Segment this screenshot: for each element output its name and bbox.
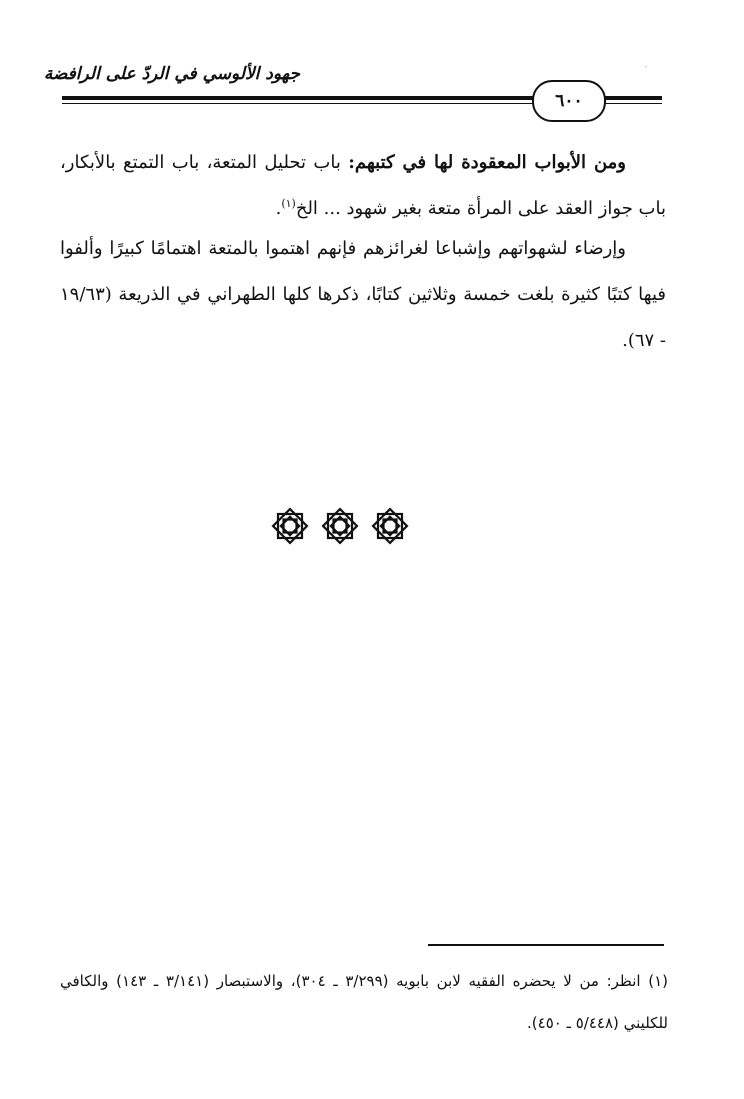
- paragraph-end: .: [275, 198, 282, 219]
- footnote: (١) انظر: من لا يحضره الفقيه لابن بابويه (٣/٢٩٩ ـ ٣٠٤)، والاستبصار (٣/١٤١ ـ ١٤٣) والكافي للكليني (٥/٤٤٨ ـ ٤٥٠).: [60, 972, 668, 1032]
- section-ornament: [268, 504, 412, 550]
- page-number-badge: [532, 80, 606, 122]
- page-number: ٦٠٠: [555, 91, 583, 111]
- footnotes: [60, 960, 668, 1044]
- octagram-ornament-icon: [318, 504, 362, 548]
- octagram-ornament-icon: [268, 504, 312, 548]
- paragraph: وإرضاء لشهواتهم وإشباعا لغرائزهم فإنهم اهتموا بالمتعة اهتمامًا كبيرًا وألفوا فيها كتبًا كثيرة بلغت خمسة وثلاثين كتابًا، ذكرها كلها الطهراني في الذريعة (١٩/٦٣ - ٦٧).: [60, 238, 666, 351]
- octagram-ornament-icon: [368, 504, 412, 548]
- paragraph-text: باب تحليل المتعة، باب التمتع بالأبكار، باب جواز العقد على المرأة متعة بغير شهود ... الخ: [60, 152, 666, 219]
- footnote-separator: [428, 944, 664, 946]
- running-header-title: جهود الألوسي في الردّ على الرافضة: [43, 64, 300, 84]
- scan-mark: ·: [644, 60, 648, 74]
- paragraph: [60, 140, 666, 232]
- main-text: [60, 140, 666, 364]
- footnote-reference: (١): [281, 197, 296, 210]
- paragraph-lead: ومن الأبواب المعقودة لها في كتبهم:: [348, 152, 626, 173]
